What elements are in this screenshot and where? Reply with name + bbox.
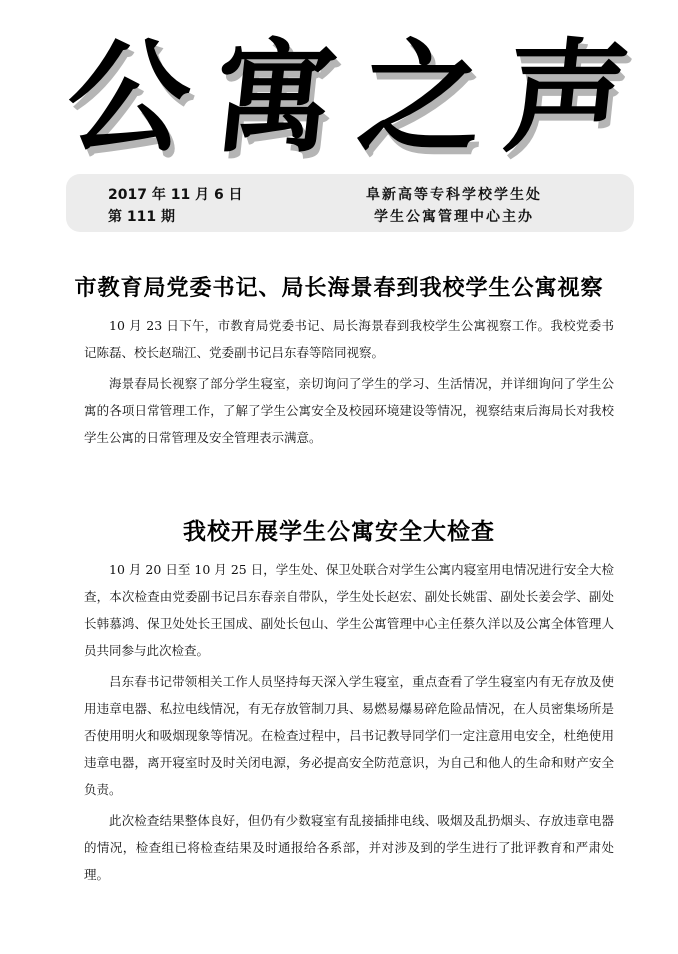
publisher-info <box>366 184 542 228</box>
info-bar <box>66 174 634 232</box>
article-headline: 我校开展学生公寓安全大检查 <box>183 519 495 545</box>
masthead-char: 公 <box>60 25 198 169</box>
publisher-line-2: 学生公寓管理中心主办 <box>374 209 534 225</box>
masthead-char: 寓 <box>206 25 344 169</box>
publisher-line-1: 阜新高等专科学校学生处 <box>366 187 542 203</box>
masthead <box>60 22 636 172</box>
masthead-title <box>60 22 636 172</box>
article-paragraph: 此次检查结果整体良好，但仍有少数寝室有乱接插排电线、吸烟及乱扔烟头、存放违章电器的情况，检查组已将检查结果及时通报给各系部，并对涉及到的学生进行了批评教育和严肃处理。 <box>84 813 614 882</box>
article-body <box>84 312 614 455</box>
masthead-char: 之 <box>352 25 490 169</box>
issue-number: 第 111 期 <box>108 209 175 225</box>
issue-date: 2017 年 11 月 6 日 <box>108 187 243 203</box>
article-paragraph: 吕东春书记带领相关工作人员坚持每天深入学生寝室，重点查看了学生寝室内有无存放及使用违章电器、私拉电线情况，有无存放管制刀具、易燃易爆易碎危险品情况，在人员密集场所是否使用明火和吸烟现象等情况。在检查过程中，吕书记教导同学们一定注意用电安全，杜绝使用违章电器，离开寝室时及时关闭电源，务必提高安全防范意识，为自己和他人的生命和财产安全负责。 <box>84 674 614 797</box>
article-headline: 市教育局党委书记、局长海景春到我校学生公寓视察 <box>74 276 604 301</box>
article-paragraph: 海景春局长视察了部分学生寝室，亲切询问了学生的学习、生活情况，并详细询问了学生公寓的各项日常管理工作，了解了学生公寓安全及校园环境建设等情况，视察结束后海局长对我校学生公寓的日常管理及安全管理表示满意。 <box>84 376 614 445</box>
article-paragraph: 10 月 20 日至 10 月 25 日，学生处、保卫处联合对学生公寓内寝室用电情况进行安全大检查，本次检查由党委副书记吕东春亲自带队，学生处长赵宏、副处长姚雷、副处长姜会学、副处长韩慕鸿、保卫处处长王国成、副处长包山、学生公寓管理中心主任蔡久洋以及公寓全体管理人员共同参与此次检查。 <box>84 562 614 658</box>
article-body <box>84 556 614 892</box>
issue-info <box>108 184 243 228</box>
masthead-char: 声 <box>498 25 636 169</box>
article-paragraph: 10 月 23 日下午，市教育局党委书记、局长海景春到我校学生公寓视察工作。我校党委书记陈磊、校长赵瑞江、党委副书记吕东春等陪同视察。 <box>84 318 614 360</box>
